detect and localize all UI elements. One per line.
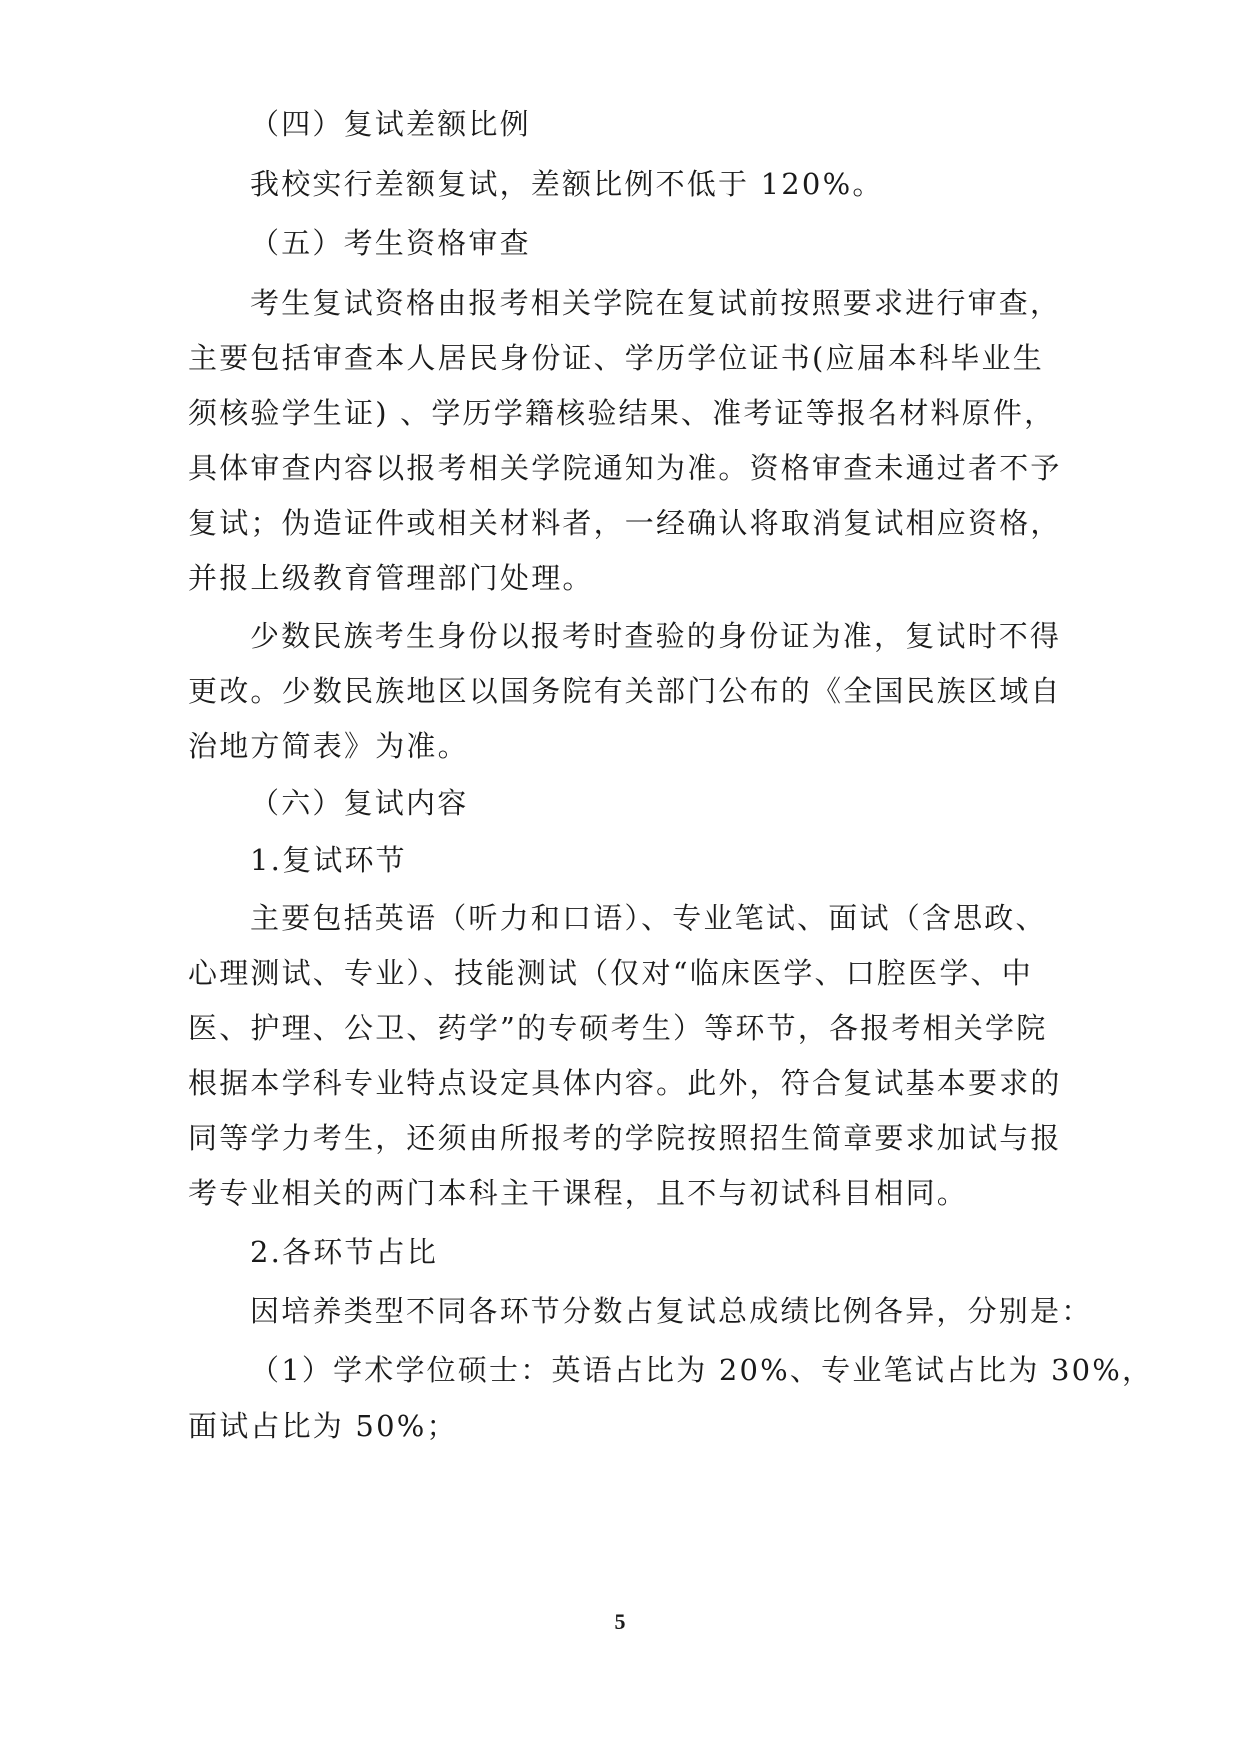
paragraph-line: 具体审查内容以报考相关学院通知为准。资格审查未通过者不予 [188, 451, 1062, 485]
page-number: 5 [614, 1609, 626, 1634]
list-item-1: （1）学术学位硕士：英语占比为 20%、专业笔试占比为 30%， [250, 1353, 1154, 1387]
paragraph-line: 考生复试资格由报考相关学院在复试前按照要求进行审查， [250, 286, 1062, 320]
paragraph-line: 少数民族考生身份以报考时查验的身份证为准，复试时不得 [250, 619, 1062, 653]
paragraph-line: 因培养类型不同各环节分数占复试总成绩比例各异，分别是： [250, 1294, 1093, 1328]
paragraph-line: 医、护理、公卫、药学”的专硕考生）等环节，各报考相关学院 [188, 1011, 1048, 1045]
subsection-heading-1: 1.复试环节 [250, 843, 407, 877]
section-heading-4: （四）复试差额比例 [250, 107, 531, 141]
paragraph-line: 治地方简表》为准。 [188, 729, 469, 763]
paragraph-line: 主要包括审查本人居民身份证、学历学位证书(应届本科毕业生 [188, 341, 1044, 375]
paragraph-line: 须核验学生证) 、学历学籍核验结果、准考证等报名材料原件， [188, 396, 1056, 430]
paragraph-line: 心理测试、专业）、技能测试（仅对“临床医学、口腔医学、中 [188, 956, 1033, 990]
section-heading-6: （六）复试内容 [250, 786, 469, 820]
paragraph-line: 主要包括英语（听力和口语）、专业笔试、面试（含思政、 [250, 901, 1047, 935]
paragraph-line: 面试占比为 50%； [188, 1409, 458, 1443]
paragraph-line: 我校实行差额复试，差额比例不低于 120%。 [250, 167, 884, 201]
paragraph-line: 根据本学科专业特点设定具体内容。此外，符合复试基本要求的 [188, 1066, 1062, 1100]
paragraph-line: 考专业相关的两门本科主干课程，且不与初试科目相同。 [188, 1176, 969, 1210]
subsection-heading-2: 2.各环节占比 [250, 1235, 439, 1269]
paragraph-line: 更改。少数民族地区以国务院有关部门公布的《全国民族区域自 [188, 674, 1062, 708]
paragraph-line: 并报上级教育管理部门处理。 [188, 561, 594, 595]
paragraph-line: 复试；伪造证件或相关材料者，一经确认将取消复试相应资格， [188, 506, 1062, 540]
section-heading-5: （五）考生资格审查 [250, 226, 531, 260]
paragraph-line: 同等学力考生，还须由所报考的学院按照招生简章要求加试与报 [188, 1121, 1062, 1155]
